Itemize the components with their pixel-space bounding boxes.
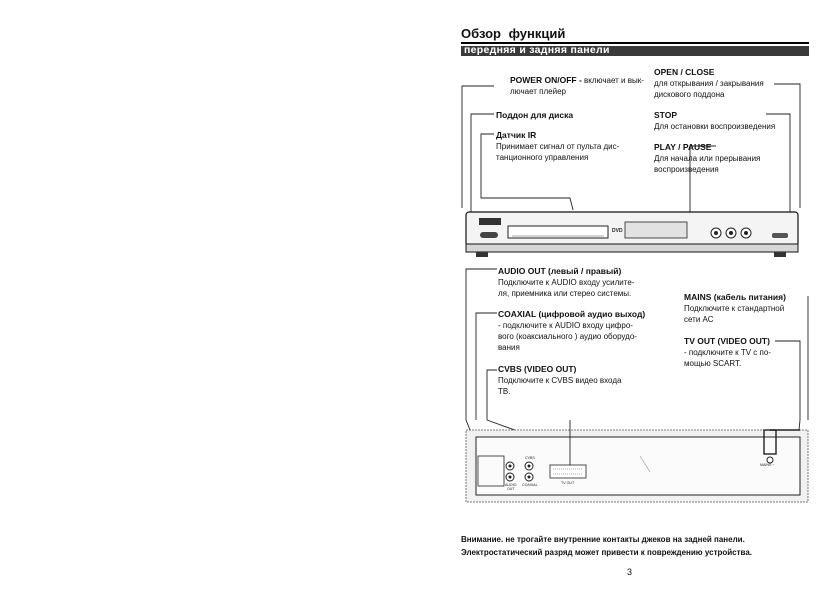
dvd-logo: DVD (612, 228, 623, 234)
play-desc-2: воспроизведения (654, 165, 719, 174)
ir-desc-2: танционного управления (496, 153, 589, 162)
power-button (480, 232, 498, 238)
ir-annotation (496, 129, 654, 163)
tvout-annotation (684, 335, 788, 369)
open-desc-1: для открывания / закрывания (654, 79, 764, 88)
leader-audio (466, 269, 497, 420)
warning-line-2: Электростатический разряд может привести к повреждению устройства. (461, 548, 753, 557)
rear-panel (466, 420, 808, 502)
section-title: передняя и задняя панели (464, 44, 610, 56)
out-tag: OUT (507, 487, 515, 491)
front-panel (466, 212, 798, 257)
audio-annotation (498, 265, 658, 299)
scart-connector (550, 465, 586, 478)
power-desc-2: лючает плейер (510, 87, 566, 96)
tvout-desc-2: мощью SCART. (684, 359, 742, 368)
mains-label: MAINS (кабель питания) (684, 292, 786, 302)
open-annotation (654, 66, 790, 100)
warning-line-1: Внимание. не трогайте внутренние контакты джеков на задней панели. (461, 535, 745, 544)
coaxial-desc-3: вания (498, 343, 520, 352)
cvbs-desc-2: ТВ. (498, 387, 511, 396)
mains-tag: MAINS ~ (760, 463, 775, 467)
tvout-tag: TV OUT (561, 481, 575, 485)
warning-note (461, 533, 813, 559)
open-label: OPEN / CLOSE (654, 67, 715, 77)
display-window (625, 222, 687, 238)
leader-coaxial (476, 313, 497, 420)
ir-desc-1: Принимает сигнал от пульта дис- (496, 142, 620, 151)
power-label: POWER ON/OFF - (510, 75, 582, 85)
stop-annotation (654, 109, 794, 132)
open-desc-2: дискового поддона (654, 90, 725, 99)
audio-tag: AUDIO (505, 483, 517, 487)
cvbs-desc-1: Подключите к CVBS видео входа (498, 376, 622, 385)
mains-desc-2: сети АС (684, 315, 714, 324)
coaxial-annotation (498, 308, 658, 353)
coaxial-desc-1: - подключите к AUDIO входу цифро- (498, 321, 633, 330)
page-number: 3 (627, 567, 633, 577)
power-desc-1: включает и вык- (584, 76, 644, 85)
play-annotation (654, 141, 790, 175)
coaxial-tag: COAXIAL (522, 483, 538, 487)
audio-desc-2: ля, приемника или стерео системы. (498, 289, 632, 298)
coaxial-desc-2: вого (коаксиального ) аудио оборудо- (498, 332, 637, 341)
ir-label: Датчик IR (496, 130, 537, 140)
tray-label: Поддон для диска (496, 110, 574, 120)
coaxial-label: COAXIAL (цифровой аудио выход) (498, 309, 646, 319)
leader-power (462, 86, 494, 208)
tvout-desc-1: - подключите к TV с по- (684, 348, 771, 357)
cvbs-tag: CVBS (525, 456, 535, 460)
tvout-label: TV OUT (VIDEO OUT) (684, 336, 770, 346)
brand-logo (479, 218, 501, 225)
leader-tray (471, 114, 494, 212)
leader-cvbs (487, 370, 497, 420)
power-annotation (510, 74, 650, 97)
play-label: PLAY / PAUSE (654, 142, 712, 152)
page-title: Обзор функций (461, 26, 566, 41)
cvbs-annotation (498, 363, 658, 397)
play-desc-1: Для начала или прерывания (654, 154, 761, 163)
mains-desc-1: Подключите к стандартной (684, 304, 785, 313)
stop-label: STOP (654, 110, 677, 120)
audio-label: AUDIO OUT (левый / правый) (498, 266, 622, 276)
mains-annotation (684, 291, 806, 325)
cvbs-label: CVBS (VIDEO OUT) (498, 364, 577, 374)
audio-desc-1: Подключите к AUDIO входу усилите- (498, 278, 635, 287)
stop-desc-1: Для остановки воспроизведения (654, 122, 776, 131)
